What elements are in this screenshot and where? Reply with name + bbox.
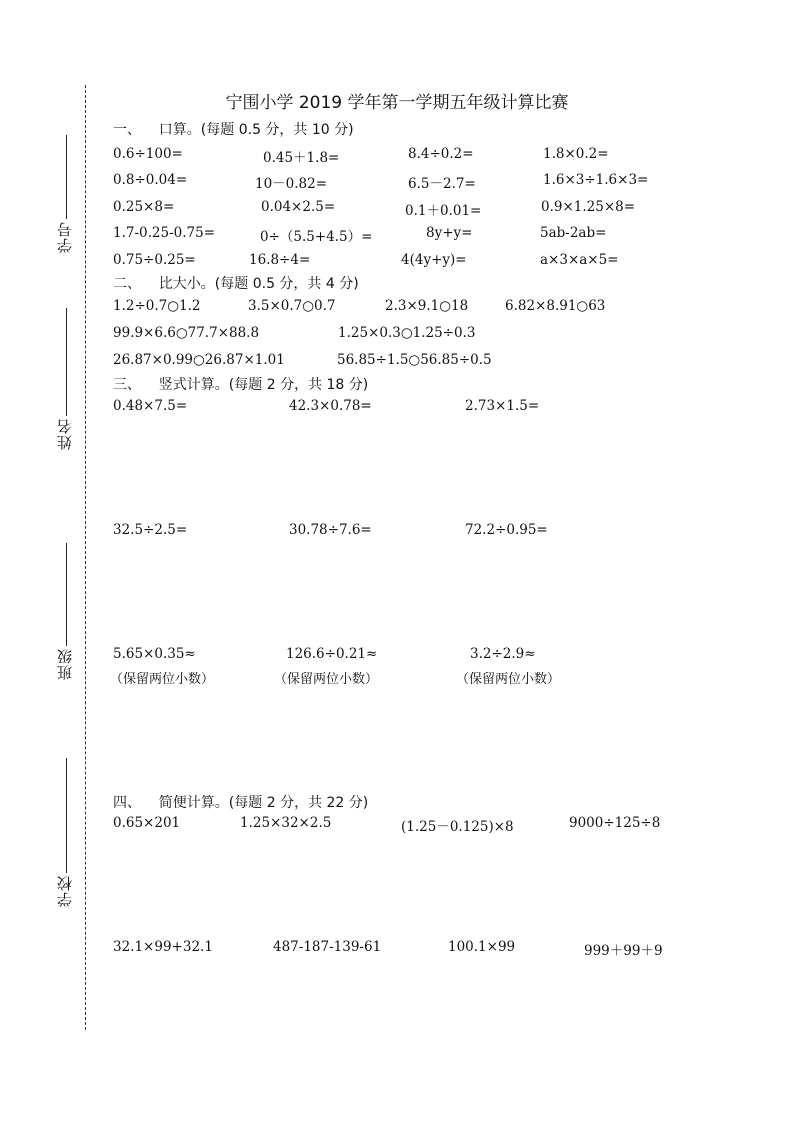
page-title: 宁围小学 2019 学年第一学期五年级计算比赛 — [225, 93, 569, 113]
problem: 999＋99＋9 — [584, 943, 663, 959]
problem: 487-187-139-61 — [273, 939, 382, 955]
underline — [66, 758, 67, 873]
problem: 0.04×2.5= — [261, 199, 336, 215]
problem: 30.78÷7.6= — [289, 522, 372, 538]
problem: 0.6÷100= — [113, 146, 183, 162]
rounding-note: （保留两位小数） — [456, 672, 561, 687]
problem: 16.8÷4= — [249, 252, 311, 268]
name-field[interactable] — [44, 308, 84, 458]
student-number-field[interactable] — [44, 135, 84, 255]
problem: 0.25×8= — [113, 199, 175, 215]
binding-dashed-line — [85, 85, 86, 1030]
problem: 3.5×0.7○0.7 — [248, 298, 336, 314]
problem: 0.48×7.5= — [113, 398, 188, 414]
name-label: 姓名 — [56, 418, 74, 450]
problem: a×3×a×5= — [540, 252, 619, 268]
problem: 1.2÷0.7○1.2 — [113, 298, 201, 314]
problem: 0.8÷0.04= — [113, 172, 188, 188]
problem: 0.65×201 — [113, 815, 181, 831]
problem: 26.87×0.99○26.87×1.01 — [113, 352, 285, 368]
section-heading: 二、 比大小。(每题 0.5 分，共 4 分) — [113, 276, 359, 292]
problem: 8y+y= — [426, 225, 473, 241]
problem: 9000÷125÷8 — [569, 815, 661, 831]
class-label: 班级 — [56, 648, 74, 680]
underline — [66, 543, 67, 646]
problem: 8.4÷0.2= — [408, 146, 474, 162]
student-number-label: 学号 — [56, 221, 74, 253]
problem: 42.3×0.78= — [289, 398, 372, 414]
problem: 0.9×1.25×8= — [541, 199, 636, 215]
problem: 0.45＋1.8= — [263, 150, 340, 166]
rounding-note: （保留两位小数） — [110, 672, 215, 687]
problem: 1.6×3÷1.6×3= — [543, 172, 649, 188]
problem: (1.25－0.125)×8 — [401, 819, 514, 835]
underline — [66, 308, 67, 416]
school-label: 学校 — [56, 875, 74, 907]
problem: 5ab-2ab= — [540, 225, 607, 241]
problem: 3.2÷2.9≈ — [470, 646, 536, 662]
problem: 6.82×8.91○63 — [505, 298, 606, 314]
section-heading: 三、 竖式计算。(每题 2 分，共 18 分) — [113, 377, 369, 393]
class-field[interactable] — [44, 543, 84, 688]
problem: 0.75÷0.25= — [113, 252, 196, 268]
problem: 5.65×0.35≈ — [113, 646, 196, 662]
problem: 32.1×99+32.1 — [113, 939, 213, 955]
problem: 10－0.82= — [255, 176, 328, 192]
problem: 0÷（5.5+4.5）= — [260, 229, 373, 245]
problem: 2.73×1.5= — [465, 398, 540, 414]
problem: 1.25×32×2.5 — [240, 815, 332, 831]
problem: 100.1×99 — [448, 939, 516, 955]
problem: 32.5÷2.5= — [113, 522, 188, 538]
section-heading: 四、 简便计算。(每题 2 分，共 22 分) — [113, 795, 369, 811]
underline — [66, 135, 67, 219]
section-heading: 一、 口算。(每题 0.5 分，共 10 分) — [113, 122, 354, 138]
problem: 4(4y+y)= — [401, 252, 467, 268]
problem: 72.2÷0.95= — [465, 522, 548, 538]
problem: 1.25×0.3○1.25÷0.3 — [338, 325, 476, 341]
problem: 99.9×6.6○77.7×88.8 — [113, 325, 260, 341]
school-field[interactable] — [44, 758, 84, 913]
rounding-note: （保留两位小数） — [274, 672, 379, 687]
problem: 126.6÷0.21≈ — [286, 646, 378, 662]
problem: 1.7-0.25-0.75= — [113, 225, 216, 241]
problem: 0.1＋0.01= — [405, 203, 482, 219]
problem: 6.5－2.7= — [408, 176, 476, 192]
problem: 2.3×9.1○18 — [385, 298, 469, 314]
problem: 1.8×0.2= — [543, 146, 609, 162]
problem: 56.85÷1.5○56.85÷0.5 — [337, 352, 492, 368]
